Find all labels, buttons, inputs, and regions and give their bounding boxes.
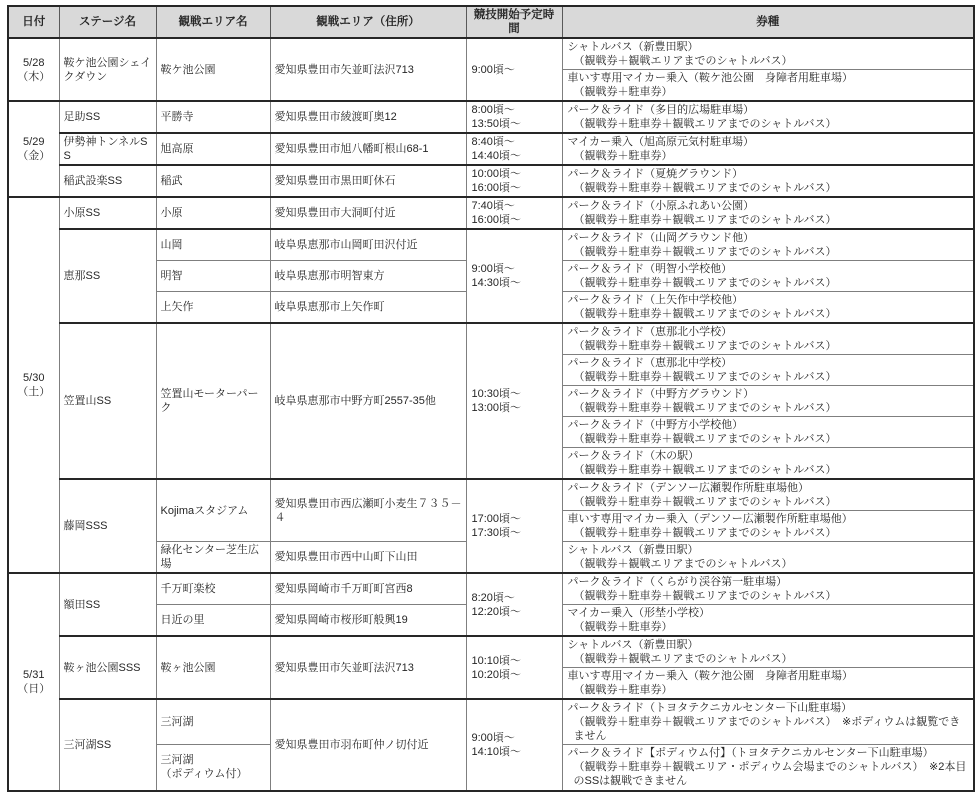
date-text-line: （木） xyxy=(17,70,51,83)
date-text-line: （金） xyxy=(17,150,51,162)
ticket-cell xyxy=(562,479,974,511)
stage-cell xyxy=(59,323,156,479)
time-text-line: 12:20頃～ xyxy=(471,605,522,618)
col-header-time: 競技開始予定時間 xyxy=(466,6,562,38)
col-header-address: 観戦エリア（住所） xyxy=(270,6,466,38)
table-row xyxy=(8,479,974,511)
address-cell xyxy=(270,38,466,101)
date-cell xyxy=(8,38,59,101)
ticket-text-line: パーク＆ライド（恵那北小学校） xyxy=(567,326,733,338)
date-cell xyxy=(8,573,59,791)
ticket-text-line: マイカー乗入（形埜小学校） xyxy=(567,607,710,619)
time-text-line: 10:20頃～ xyxy=(471,668,522,681)
date-cell xyxy=(8,101,59,197)
address-cell xyxy=(270,542,466,574)
ticket-text-line: シャトルバス（新豊田駅） xyxy=(567,639,699,651)
ticket-cell xyxy=(562,165,974,197)
ticket-cell xyxy=(562,605,974,637)
address-text-line: 愛知県豊田市綾渡町奥12 xyxy=(274,111,397,123)
time-text-line: 10:00頃～ xyxy=(471,168,522,180)
ticket-text-line: （観戦券＋観戦エリアまでのシャトルバス） xyxy=(573,558,793,570)
ticket-text-line: パーク＆ライド（くらがり渓谷第一駐車場） xyxy=(567,576,788,588)
ticket-cell xyxy=(562,323,974,355)
stage-text-line: 足助SS xyxy=(63,111,101,123)
area-cell xyxy=(156,133,270,165)
stage-text-line: 恵那SS xyxy=(63,270,101,282)
date-text-line: 5/31 xyxy=(23,668,45,681)
area-cell xyxy=(156,699,270,745)
area-text-line: （ポディウム付） xyxy=(160,768,248,781)
address-text-line: 岐阜県恵那市明智東方 xyxy=(274,270,385,282)
area-text-line: 日近の里 xyxy=(160,614,205,626)
time-cell xyxy=(466,165,562,197)
ticket-text-line: パーク＆ライド（上矢作中学校他） xyxy=(567,294,744,306)
ticket-text-line: （観戦券＋駐車券＋観戦エリアまでのシャトルバス） xyxy=(573,246,837,258)
area-cell xyxy=(156,323,270,479)
ticket-cell xyxy=(562,70,974,102)
address-cell xyxy=(270,699,466,791)
time-text-line: 8:20頃～ xyxy=(471,591,515,604)
address-text-line: 愛知県豊田市西広瀬町小麦生７３５－４ xyxy=(274,497,462,524)
table-row xyxy=(8,38,974,70)
stage-cell xyxy=(59,573,156,636)
ticket-text-line: 車いす専用マイカー乗入（鞍ケ池公園 身障者用駐車場） xyxy=(567,72,853,84)
area-text-line: 上矢作 xyxy=(160,301,194,313)
address-text-line: 岐阜県恵那市上矢作町 xyxy=(274,301,385,313)
date-text-line: 5/29 xyxy=(23,136,45,148)
area-text-line: 千万町楽校 xyxy=(160,583,216,595)
time-text-line: 13:00頃～ xyxy=(471,402,522,414)
ticket-text-line: （観戦券＋駐車券） xyxy=(573,621,673,633)
area-text-line: 鞍ケ池公園 xyxy=(160,63,216,76)
address-cell xyxy=(270,636,466,699)
area-text-line: 鞍ヶ池公園 xyxy=(160,661,216,674)
ticket-text-line: （観戦券＋駐車券＋観戦エリアまでのシャトルバス） xyxy=(573,118,837,130)
area-cell xyxy=(156,292,270,324)
ticket-text-line: パーク＆ライド（中野方グラウンド） xyxy=(567,388,755,400)
area-text-line: 明智 xyxy=(160,270,183,282)
area-cell xyxy=(156,165,270,197)
time-text-line: 16:00頃～ xyxy=(471,182,522,194)
time-text-line: 14:30頃～ xyxy=(471,277,522,289)
ticket-cell xyxy=(562,133,974,165)
address-cell xyxy=(270,101,466,133)
ticket-text-line: （観戦券＋駐車券＋観戦エリアまでのシャトルバス） xyxy=(573,182,837,194)
address-cell xyxy=(270,261,466,292)
address-text-line: 愛知県豊田市黒田町休石 xyxy=(274,175,396,187)
schedule-table-body xyxy=(8,38,974,791)
area-text-line: 三河湖 xyxy=(160,754,194,767)
address-cell xyxy=(270,605,466,637)
area-text-line: Kojimaスタジアム xyxy=(160,504,249,517)
ticket-cell xyxy=(562,636,974,668)
address-cell xyxy=(270,573,466,605)
time-cell xyxy=(466,197,562,229)
ticket-text-line: （観戦券＋駐車券＋観戦エリアまでのシャトルバス） xyxy=(573,340,837,352)
date-text-line: （土） xyxy=(17,386,51,398)
stage-cell xyxy=(59,699,156,791)
time-text-line: 17:30頃～ xyxy=(471,527,522,539)
address-text-line: 愛知県豊田市羽布町仲ノ切付近 xyxy=(274,738,429,751)
ticket-cell xyxy=(562,38,974,70)
time-text-line: 8:40頃～ xyxy=(471,136,515,148)
ticket-cell xyxy=(562,229,974,261)
address-text-line: 愛知県豊田市大洞町付近 xyxy=(274,207,396,219)
ticket-text-line: パーク＆ライド（明智小学校他） xyxy=(567,263,733,275)
date-cell xyxy=(8,197,59,573)
stage-text-line: 藤岡SSS xyxy=(63,520,108,532)
ticket-text-line: （観戦券＋駐車券） xyxy=(573,150,673,162)
area-cell xyxy=(156,261,270,292)
address-text-line: 岐阜県恵那市山岡町田沢付近 xyxy=(274,239,418,251)
ticket-cell xyxy=(562,292,974,324)
ticket-text-line: シャトルバス（新豊田駅） xyxy=(567,544,699,556)
time-text-line: 16:00頃～ xyxy=(471,214,522,226)
stage-text-line: 稲武設楽SS xyxy=(63,175,123,187)
table-row xyxy=(8,197,974,229)
time-cell xyxy=(466,479,562,573)
ticket-text-line: パーク＆ライド（夏焼グラウンド） xyxy=(567,168,744,180)
stage-text-line: 伊勢神トンネルSS xyxy=(63,136,148,162)
table-row xyxy=(8,229,974,261)
stage-text-line: 笠置山SS xyxy=(63,395,112,407)
ticket-text-line: パーク＆ライド（恵那北中学校） xyxy=(567,357,733,369)
area-cell xyxy=(156,229,270,261)
col-header-stage: ステージ名 xyxy=(59,6,156,38)
stage-cell xyxy=(59,197,156,229)
time-cell xyxy=(466,133,562,165)
address-text-line: 岐阜県恵那市中野方町2557-35他 xyxy=(274,395,436,407)
ticket-text-line: （観戦券＋駐車券＋観戦エリアまでのシャトルバス） xyxy=(573,590,837,602)
ticket-cell xyxy=(562,573,974,605)
stage-text-line: 鞍ケ池公園シェイクダウン xyxy=(63,56,152,83)
schedule-table xyxy=(7,5,975,792)
address-cell xyxy=(270,323,466,479)
time-text-line: 9:00頃～ xyxy=(471,731,515,744)
stage-cell xyxy=(59,636,156,699)
stage-text-line: 三河湖SS xyxy=(63,738,112,751)
ticket-text-line: （観戦券＋駐車券＋観戦エリアまでのシャトルバス） xyxy=(573,371,837,383)
stage-cell xyxy=(59,479,156,573)
area-cell xyxy=(156,542,270,574)
time-cell xyxy=(466,699,562,791)
ticket-text-line: パーク＆ライド（多目的広場駐車場） xyxy=(567,104,755,116)
address-cell xyxy=(270,292,466,324)
area-cell xyxy=(156,605,270,637)
ticket-text-line: パーク＆ライド（山岡グラウンド他） xyxy=(567,232,755,244)
area-text-line: 旭高原 xyxy=(160,143,194,155)
stage-cell xyxy=(59,165,156,197)
header-row xyxy=(8,6,974,38)
table-row xyxy=(8,573,974,605)
ticket-cell xyxy=(562,417,974,448)
area-text-line: 山岡 xyxy=(160,239,183,251)
ticket-text-line: （観戦券＋駐車券＋観戦エリアまでのシャトルバス） xyxy=(573,277,837,289)
area-cell xyxy=(156,745,270,791)
time-text-line: 10:10頃～ xyxy=(471,654,522,667)
ticket-cell xyxy=(562,542,974,574)
ticket-text-line: マイカー乗入（旭高原元気村駐車場） xyxy=(567,136,754,148)
area-text-line: 笠置山モーターパーク xyxy=(160,388,259,414)
time-text-line: 9:00頃～ xyxy=(471,63,515,76)
table-row xyxy=(8,101,974,133)
ticket-text-line: （観戦券＋駐車券＋観戦エリアまでのシャトルバス） xyxy=(573,214,837,226)
ticket-text-line: シャトルバス（新豊田駅） xyxy=(567,41,699,53)
ticket-text-line: （観戦券＋観戦エリアまでのシャトルバス） xyxy=(573,653,793,665)
area-text-line: 三河湖 xyxy=(160,716,194,728)
ticket-text-line: パーク＆ライド（デンソー広瀬製作所駐車場他） xyxy=(567,482,809,494)
time-cell xyxy=(466,229,562,323)
ticket-text-line: （観戦券＋駐車券＋観戦エリア・ポディウム会場までのシャトルバス） ※2本目のSSは観戦できません xyxy=(573,761,967,788)
col-header-ticket: 券種 xyxy=(562,6,974,38)
col-header-area: 観戦エリア名 xyxy=(156,6,270,38)
ticket-cell xyxy=(562,197,974,229)
ticket-cell xyxy=(562,386,974,417)
ticket-text-line: （観戦券＋観戦エリアまでのシャトルバス） xyxy=(573,55,793,67)
ticket-text-line: （観戦券＋駐車券＋観戦エリアまでのシャトルバス） xyxy=(573,402,837,414)
table-row xyxy=(8,165,974,197)
stage-text-line: 額田SS xyxy=(63,598,101,611)
ticket-cell xyxy=(562,745,974,791)
date-text-line: （日） xyxy=(17,682,51,695)
address-cell xyxy=(270,165,466,197)
time-cell xyxy=(466,323,562,479)
stage-text-line: 小原SS xyxy=(63,207,101,219)
address-cell xyxy=(270,229,466,261)
stage-cell xyxy=(59,101,156,133)
ticket-text-line: パーク＆ライド（トヨタテクニカルセンター下山駐車場） xyxy=(567,702,853,714)
area-text-line: 平勝寺 xyxy=(160,111,194,123)
address-text-line: 愛知県豊田市西中山町下山田 xyxy=(274,551,418,563)
time-cell xyxy=(466,573,562,636)
col-header-date: 日付 xyxy=(8,6,59,38)
ticket-text-line: パーク＆ライド（小原ふれあい公園） xyxy=(567,200,755,212)
area-cell xyxy=(156,479,270,542)
ticket-text-line: （観戦券＋駐車券＋観戦エリアまでのシャトルバス） xyxy=(573,496,837,508)
time-text-line: 17:00頃～ xyxy=(471,513,522,525)
table-row xyxy=(8,699,974,745)
ticket-text-line: （観戦券＋駐車券） xyxy=(573,86,673,98)
ticket-text-line: （観戦券＋駐車券＋観戦エリアまでのシャトルバス） xyxy=(573,464,837,476)
table-row xyxy=(8,636,974,668)
address-text-line: 愛知県豊田市矢並町法沢713 xyxy=(274,661,414,674)
stage-cell xyxy=(59,133,156,165)
address-cell xyxy=(270,133,466,165)
table-row xyxy=(8,323,974,355)
date-text-line: 5/30 xyxy=(23,372,45,384)
ticket-text-line: パーク＆ライド【ポディウム付】（トヨタテクニカルセンター下山駐車場） xyxy=(567,747,934,760)
stage-cell xyxy=(59,229,156,323)
stage-text-line: 鞍ヶ池公園SSS xyxy=(63,661,141,674)
time-cell xyxy=(466,636,562,699)
address-text-line: 愛知県岡崎市千万町町宮西8 xyxy=(274,583,413,595)
ticket-cell xyxy=(562,699,974,745)
address-cell xyxy=(270,197,466,229)
ticket-text-line: （観戦券＋駐車券） xyxy=(573,684,673,696)
ticket-cell xyxy=(562,511,974,542)
time-text-line: 14:10頃～ xyxy=(471,745,522,758)
ticket-text-line: （観戦券＋駐車券＋観戦エリアまでのシャトルバス） xyxy=(573,433,837,445)
area-cell xyxy=(156,636,270,699)
ticket-text-line: （観戦券＋駐車券＋観戦エリアまでのシャトルバス） ※ポディウムは観覧できません xyxy=(573,716,961,742)
area-cell xyxy=(156,197,270,229)
ticket-cell xyxy=(562,355,974,386)
time-cell xyxy=(466,101,562,133)
ticket-text-line: パーク＆ライド（中野方小学校他） xyxy=(567,419,744,431)
ticket-cell xyxy=(562,101,974,133)
address-text-line: 愛知県豊田市矢並町法沢713 xyxy=(274,63,414,76)
table-header xyxy=(8,6,974,38)
ticket-cell xyxy=(562,668,974,700)
address-text-line: 愛知県岡崎市桜形町般興19 xyxy=(274,614,408,626)
area-text-line: 小原 xyxy=(160,207,183,219)
address-text-line: 愛知県豊田市旭八幡町根山68-1 xyxy=(274,143,429,155)
time-text-line: 8:00頃～ xyxy=(471,104,515,116)
time-text-line: 14:40頃～ xyxy=(471,150,522,162)
ticket-text-line: 車いす専用マイカー乗入（デンソー広瀬製作所駐車場他） xyxy=(567,513,853,525)
ticket-text-line: （観戦券＋駐車券＋観戦エリアまでのシャトルバス） xyxy=(573,308,837,320)
ticket-cell xyxy=(562,448,974,480)
time-text-line: 9:00頃～ xyxy=(471,263,515,275)
ticket-text-line: パーク＆ライド（木の駅） xyxy=(567,450,700,462)
address-cell xyxy=(270,479,466,542)
time-text-line: 10:30頃～ xyxy=(471,388,522,400)
area-text-line: 稲武 xyxy=(160,175,183,187)
ticket-text-line: （観戦券＋駐車券＋観戦エリアまでのシャトルバス） xyxy=(573,527,837,539)
stage-cell xyxy=(59,38,156,101)
table-row xyxy=(8,133,974,165)
ticket-cell xyxy=(562,261,974,292)
date-text-line: 5/28 xyxy=(23,56,45,69)
time-text-line: 13:50頃～ xyxy=(471,118,522,130)
time-text-line: 7:40頃～ xyxy=(471,200,515,212)
schedule-table-wrapper xyxy=(7,5,975,792)
area-text-line: 緑化センター芝生広場 xyxy=(160,544,260,570)
area-cell xyxy=(156,101,270,133)
ticket-text-line: 車いす専用マイカー乗入（鞍ケ池公園 身障者用駐車場） xyxy=(567,670,853,682)
area-cell xyxy=(156,38,270,101)
area-cell xyxy=(156,573,270,605)
time-cell xyxy=(466,38,562,101)
